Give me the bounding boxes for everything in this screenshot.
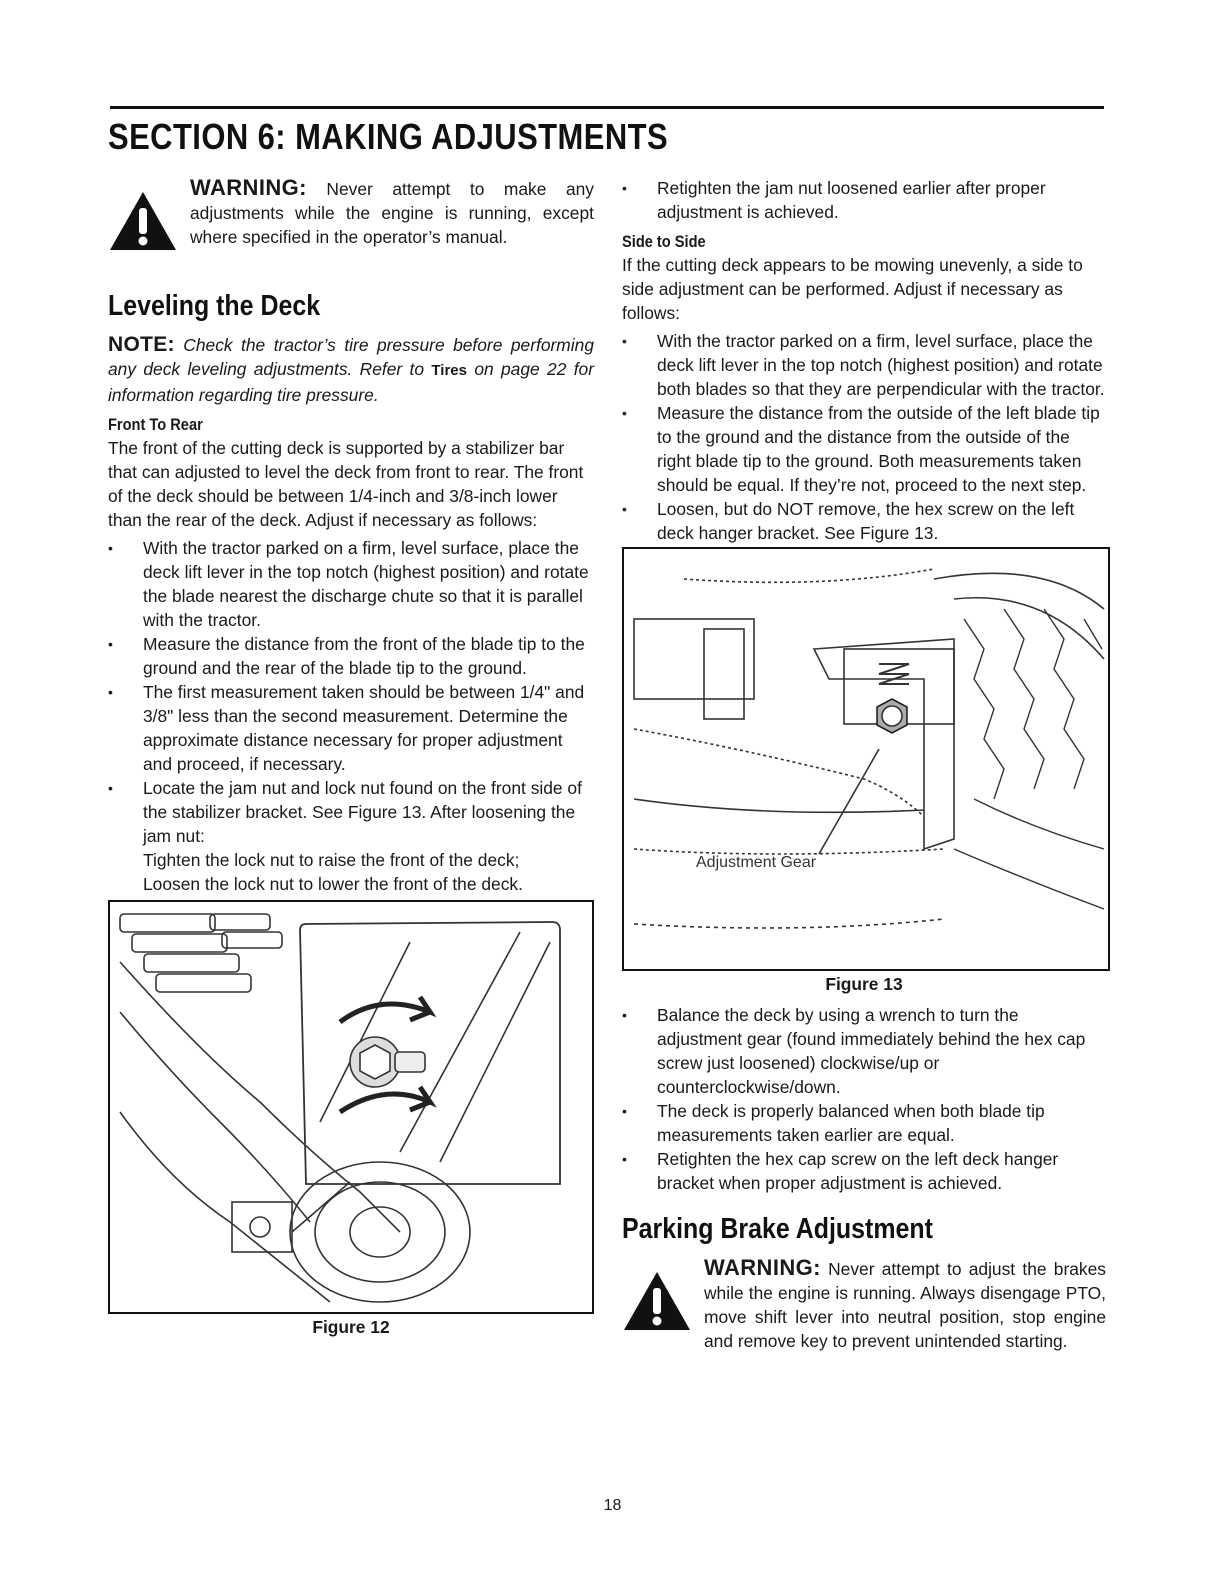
leveling-heading: Leveling the Deck (108, 290, 321, 322)
warning-block (108, 176, 594, 276)
list-item: • Retighten the hex cap screw on the left deck hanger bracket when proper adjustment is achieved. (622, 1147, 1106, 1195)
parking-brake-heading: Parking Brake Adjustment (622, 1213, 933, 1245)
list-item: • Loosen, but do NOT remove, the hex screw on the left deck hanger bracket. See Figure 13. (622, 497, 1106, 545)
parking-warning-block (622, 1256, 1106, 1356)
list-item: • The deck is properly balanced when both blade tip measurements taken earlier are equal. (622, 1099, 1106, 1147)
right-column (622, 176, 1106, 1356)
warning-body: Never attempt to make any adjustments while the engine is running, except where specified in the operator’s manual. (190, 179, 594, 247)
figure-13 (622, 547, 1110, 971)
note-reference: Tires (431, 362, 467, 379)
front-to-rear-heading: Front To Rear (108, 415, 203, 434)
note-text-1: Check the tractor’s tire pressure before performing any deck leveling adjustments. Refer to (108, 335, 594, 379)
left-column (108, 176, 594, 1338)
list-item: • Locate the jam nut and lock nut found on the front side of the stabilizer bracket. See Figure 13. After loosening the jam nut: Tighten the lock nut to raise the front of the deck; Loosen the lock nut to lower the front of the deck. (108, 776, 594, 896)
note-label: NOTE: (108, 333, 175, 356)
figure-13-label: Adjustment Gear (696, 854, 817, 871)
figure-13-caption: Figure 13 (825, 974, 903, 994)
page-number: 18 (603, 1497, 622, 1514)
figure-13-illustration (624, 549, 1108, 969)
header-rule (110, 106, 1104, 109)
parking-warning-text (704, 1256, 1106, 1353)
note-text-2: on page 22 for information regarding tire pressure. (108, 359, 594, 405)
warning-icon (108, 190, 178, 252)
balance-list (622, 1003, 1106, 1195)
warning-label: WARNING: (704, 1255, 821, 1280)
retighten-list (622, 176, 1106, 224)
list-item: • Balance the deck by using a wrench to turn the adjustment gear (found immediately behind the hex cap screw just loosened) clockwise/up or counterclockwise/down. (622, 1003, 1106, 1099)
bullet-subline: Tighten the lock nut to raise the front of the deck; (143, 850, 520, 870)
list-item: • Measure the distance from the outside of the left blade tip to the ground and the distance from the outside of the right blade tip to the ground. Both measurements taken should be equal. If they’re not, proceed to the next step. (622, 401, 1106, 497)
list-item: • With the tractor parked on a firm, level surface, place the deck lift lever in the top notch (highest position) and rotate the blade nearest the discharge chute so that it is parallel with the tractor. (108, 536, 594, 632)
side-to-side-heading: Side to Side (622, 232, 706, 251)
warning-icon (622, 1270, 692, 1332)
parking-warning-body: Never attempt to adjust the brakes while the engine is running. Always disengage PTO, move shift lever into neutral position, stop engine and remove key to prevent unintended starting. (704, 1259, 1106, 1351)
warning-text (190, 176, 594, 249)
warning-label: WARNING: (190, 175, 307, 200)
list-item: • With the tractor parked on a firm, level surface, place the deck lift lever in the top notch (highest position) and rotate both blades so that they are perpendicular with the tractor. (622, 329, 1106, 401)
list-item: • The first measurement taken should be between 1/4" and 3/8" less than the second measurement. Determine the approximate distance necessary for proper adjustment and proceed, if necessary. (108, 680, 594, 776)
list-item: • Retighten the jam nut loosened earlier after proper adjustment is achieved. (622, 176, 1106, 224)
figure-12-caption: Figure 12 (312, 1317, 390, 1337)
front-to-rear-intro: The front of the cutting deck is supported by a stabilizer bar that can adjusted to level the deck from front to rear. The front of the deck should be between 1/4-inch and 3/8-inch lower than the rear of the deck. Adjust if necessary as follows: (108, 438, 584, 530)
figure-12 (108, 900, 594, 1314)
list-item: • Measure the distance from the front of the blade tip to the ground and the rear of the blade tip to the ground. (108, 632, 594, 680)
front-to-rear-list (108, 536, 594, 896)
section-title: SECTION 6: MAKING ADJUSTMENTS (108, 116, 669, 157)
bullet-subline: Loosen the lock nut to lower the front of the deck. (143, 874, 523, 894)
side-to-side-list (622, 329, 1106, 545)
figure-12-illustration (110, 902, 592, 1312)
note-paragraph (108, 333, 594, 407)
side-to-side-intro: If the cutting deck appears to be mowing unevenly, a side to side adjustment can be performed. Adjust if necessary as follows: (622, 255, 1083, 323)
